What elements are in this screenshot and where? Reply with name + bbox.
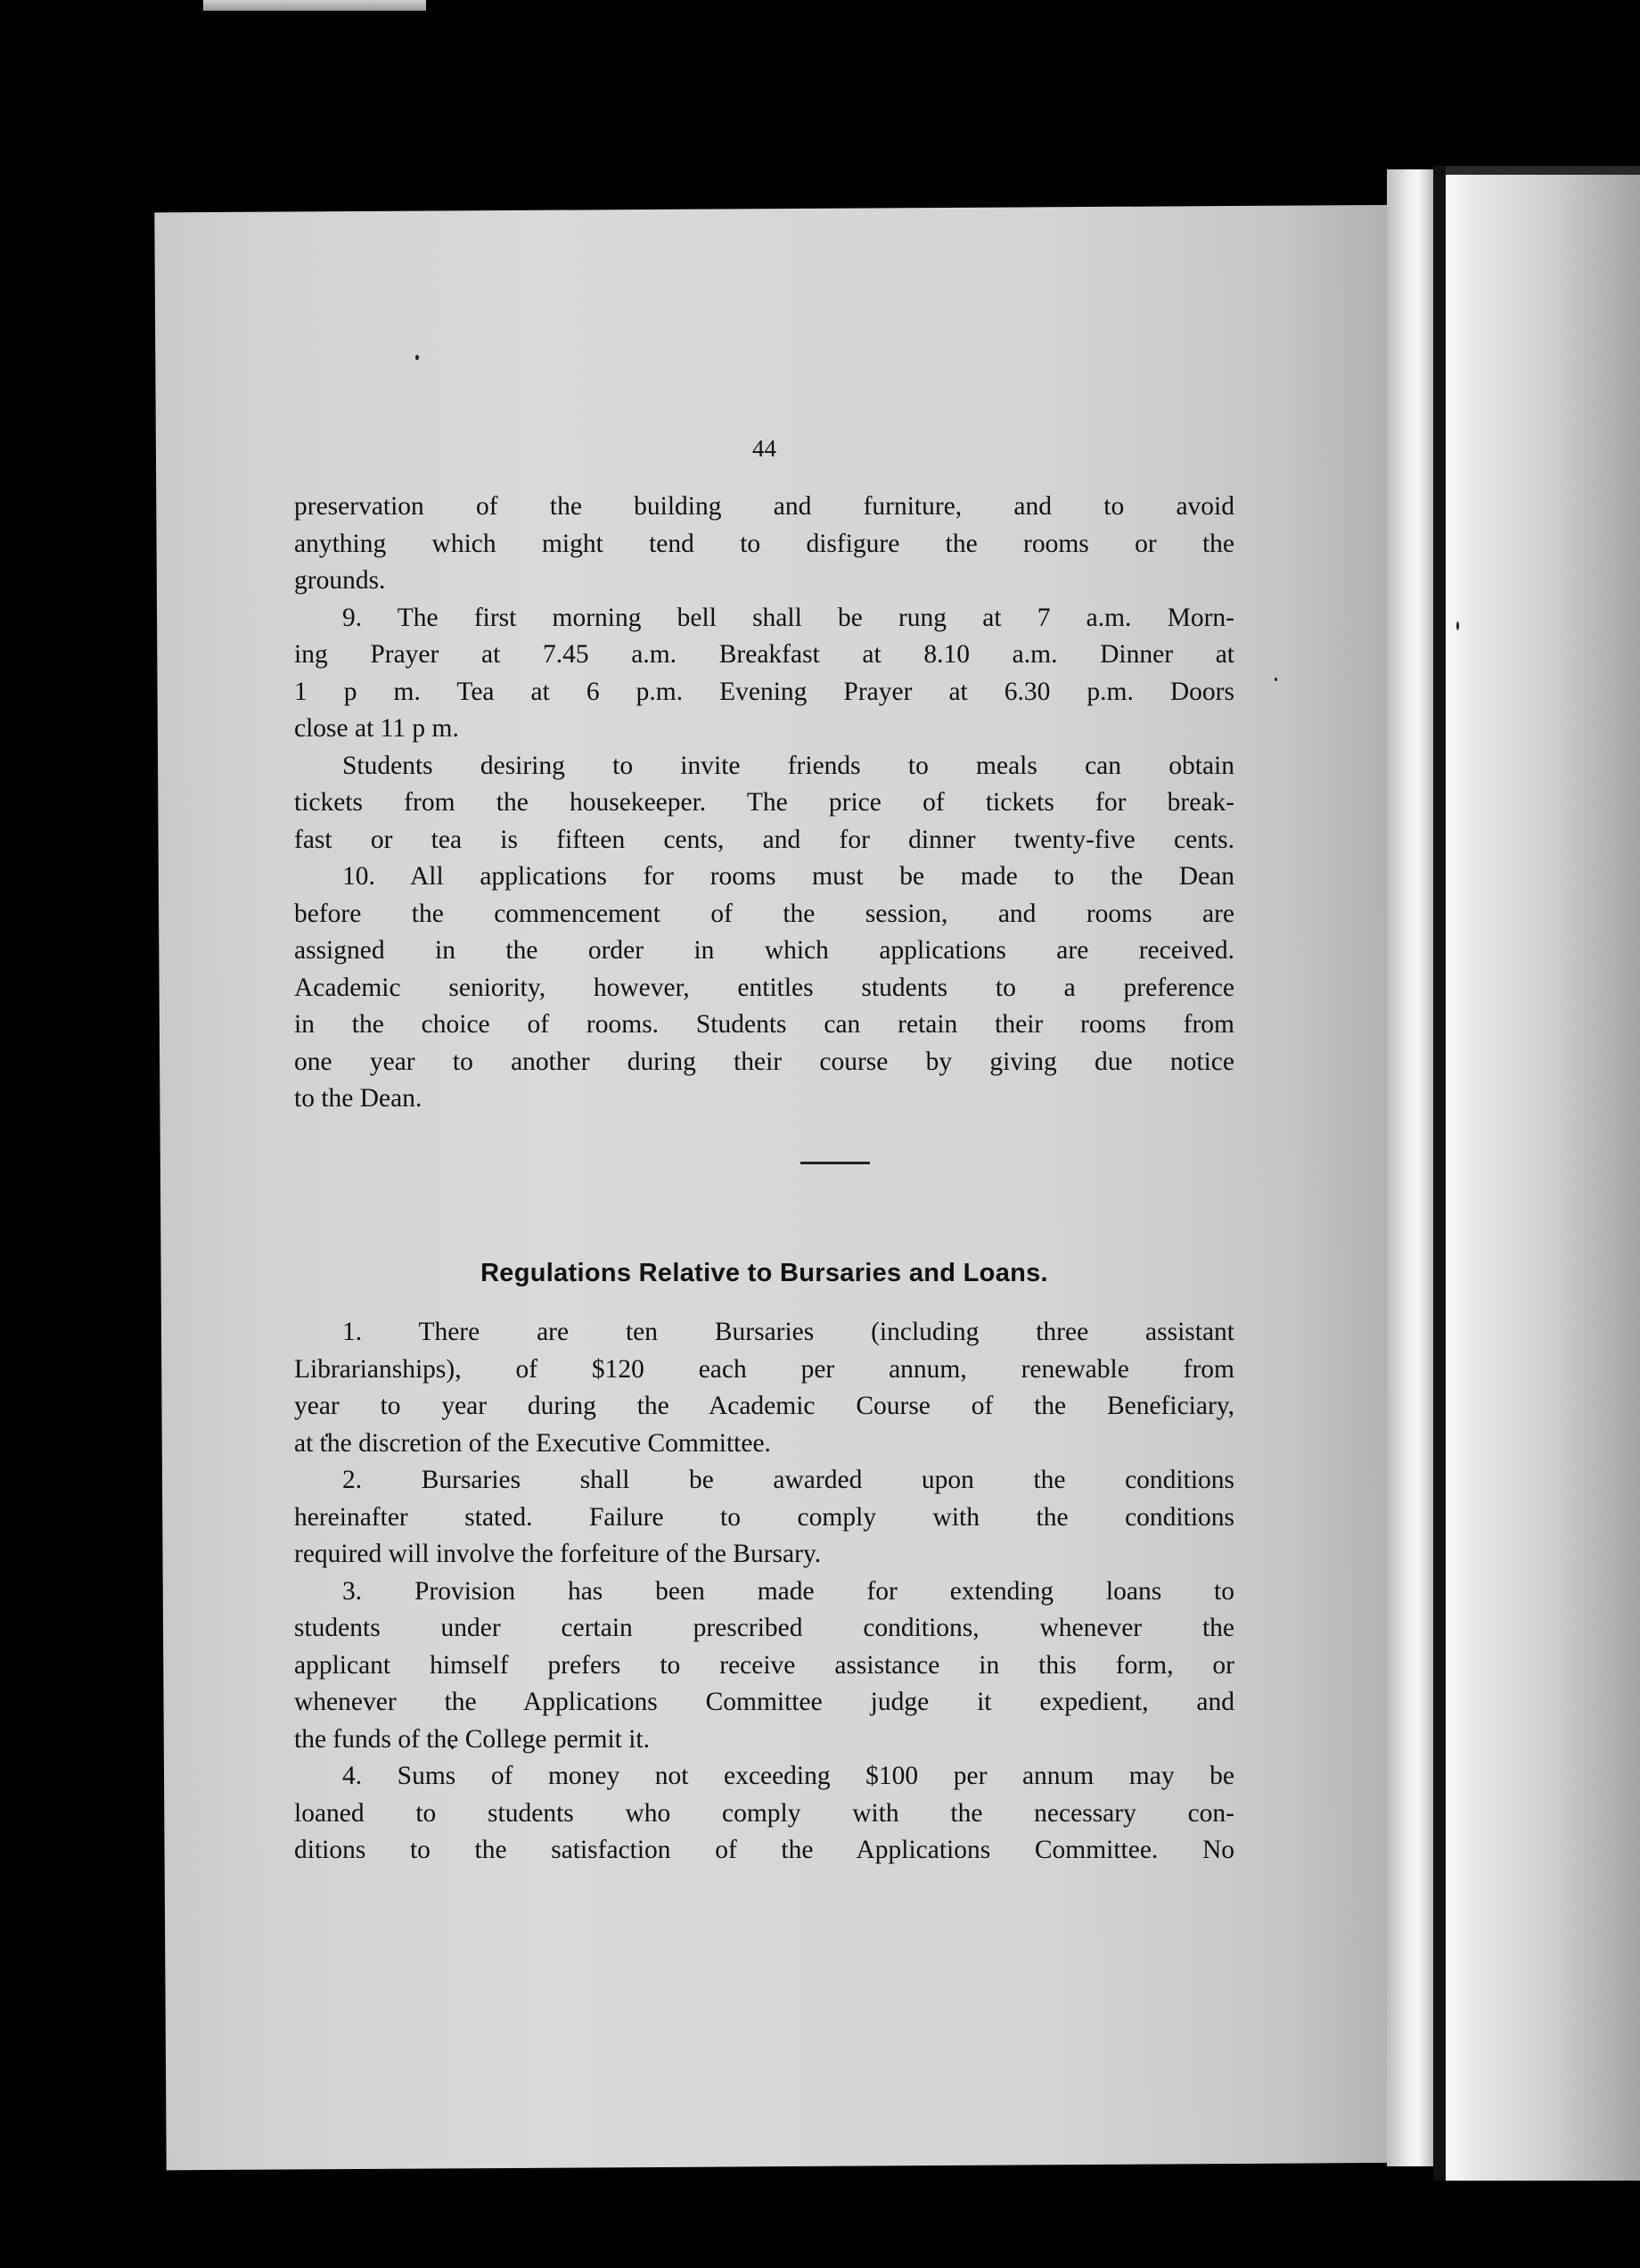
text-line: at the discretion of the Executive Committee. bbox=[294, 1428, 771, 1458]
text-line: tickets from the housekeeper. The price of tickets for break- bbox=[294, 788, 1234, 817]
text-line: in the choice of rooms. Students can retain their rooms from bbox=[294, 1010, 1234, 1039]
text-line: ditions to the satisfaction of the Applications Committee. No bbox=[294, 1836, 1234, 1864]
bursary-rule-1-line: 1. There are ten Bursaries (including three assistant bbox=[342, 1318, 1234, 1346]
page-number: 44 bbox=[752, 435, 776, 462]
text-line: loaned to students who comply with the necessary con- bbox=[294, 1798, 1234, 1828]
text-line: before the commencement of the session, and rooms are bbox=[294, 899, 1234, 928]
text-line: students under certain prescribed conditions, whenever the bbox=[294, 1614, 1234, 1642]
text-line: assigned in the order in which applications are received. bbox=[294, 936, 1234, 965]
text-line: to the Dean. bbox=[294, 1084, 422, 1113]
text-line: 1 p m. Tea at 6 p.m. Evening Prayer at 6.30 p.m. Doors bbox=[294, 677, 1234, 706]
text-line: whenever the Applications Committee judge it expedient, and bbox=[294, 1688, 1234, 1716]
dust-speck bbox=[1456, 621, 1459, 630]
bursary-rule-2-line: 2. Bursaries shall be awarded upon the conditions bbox=[342, 1466, 1234, 1494]
section-heading: Regulations Relative to Bursaries and Loans. bbox=[480, 1259, 1048, 1287]
spine-shadow bbox=[1433, 166, 1446, 2181]
text-line: preservation of the building and furniture, and to avoid bbox=[294, 492, 1234, 521]
next-page-edge bbox=[1444, 166, 1640, 2181]
text-line: applicant himself prefers to receive assistance in this form, or bbox=[294, 1650, 1234, 1680]
text-line: one year to another during their course by giving due notice bbox=[294, 1047, 1234, 1076]
bursary-rule-3-line: 3. Provision has been made for extending loans to bbox=[342, 1576, 1234, 1606]
text-line: anything which might tend to disfigure the rooms or the bbox=[294, 529, 1234, 558]
text-line: close at 11 p m. bbox=[294, 714, 459, 743]
dust-speck bbox=[415, 355, 419, 360]
text-line: required will involve the forfeiture of the Bursary. bbox=[294, 1540, 822, 1568]
text-line: grounds. bbox=[294, 566, 386, 595]
text-line: Students desiring to invite friends to meals can obtain bbox=[342, 751, 1234, 780]
rule-10-line: 10. All applications for rooms must be made to the Dean bbox=[342, 862, 1234, 891]
previous-page-edge bbox=[203, 0, 426, 11]
section-divider bbox=[800, 1162, 870, 1164]
section-residence-rules bbox=[294, 489, 1234, 1118]
text-line: the funds of the College permit it. bbox=[294, 1724, 650, 1754]
dust-speck bbox=[1275, 678, 1277, 681]
rule-9-line: 9. The first morning bell shall be rung at 7 a.m. Morn- bbox=[342, 603, 1234, 632]
text-line: hereinafter stated. Failure to comply with the conditions bbox=[294, 1502, 1234, 1532]
text-line: year to year during the Academic Course of the Beneficiary, bbox=[294, 1392, 1234, 1420]
next-page-top-shadow bbox=[1444, 166, 1640, 175]
text-line: Librarianships), of $120 each per annum, renewable from bbox=[294, 1354, 1234, 1384]
bursary-rule-4-line: 4. Sums of money not exceeding $100 per annum may be bbox=[342, 1762, 1234, 1790]
text-line: Academic seniority, however, entitles students to a preference bbox=[294, 973, 1234, 1002]
text-line: ing Prayer at 7.45 a.m. Breakfast at 8.10 a.m. Dinner at bbox=[294, 640, 1234, 669]
text-line: fast or tea is fifteen cents, and for dinner twenty-five cents. bbox=[294, 825, 1234, 854]
section-bursaries bbox=[294, 1314, 1234, 1869]
